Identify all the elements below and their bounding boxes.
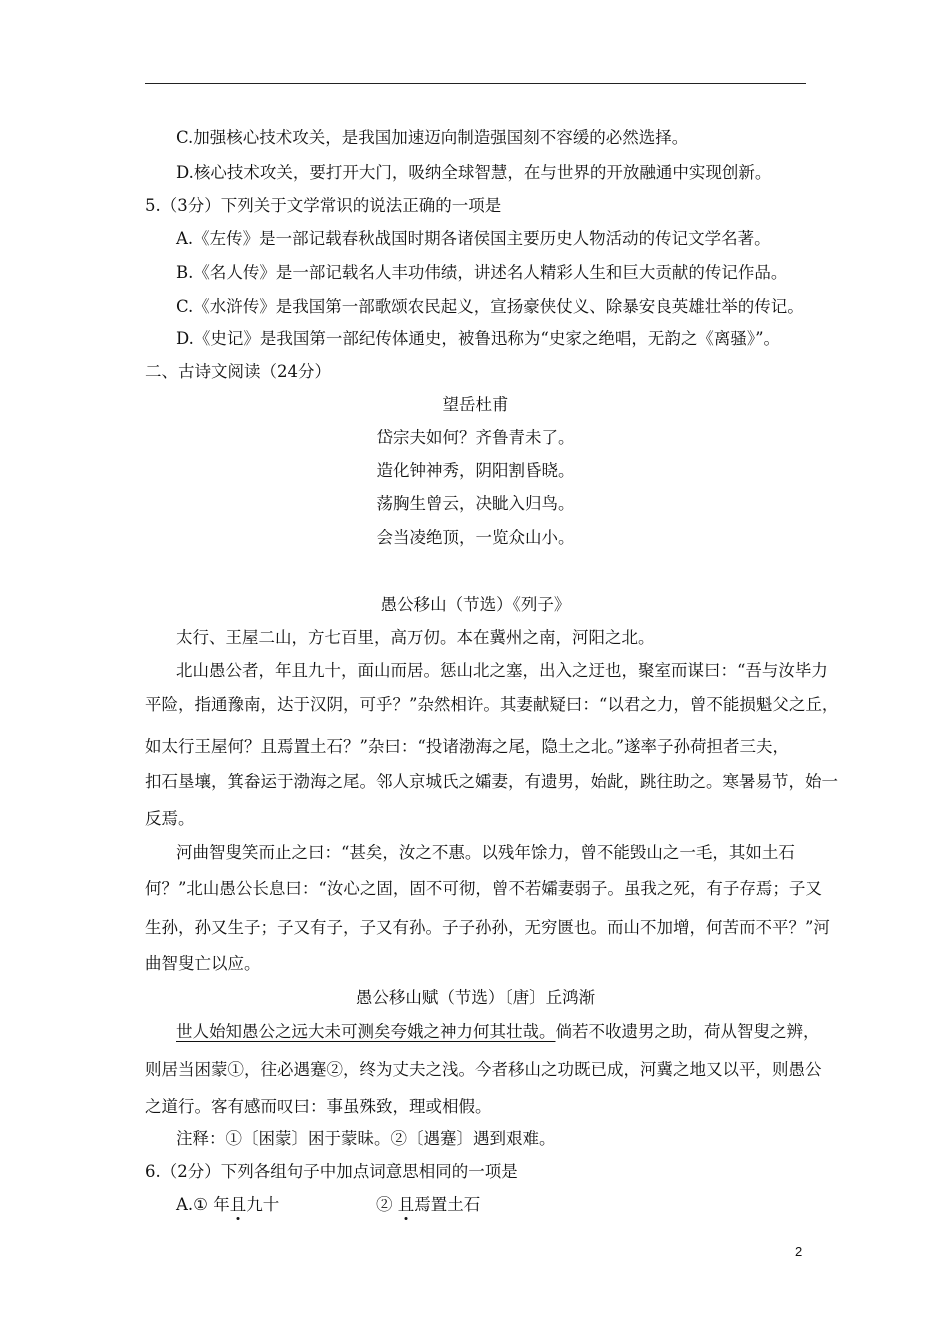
q4-option-d: D.核心技术攻关，要打开大门，吸纳全球智慧，在与世界的开放融通中实现创新。: [176, 163, 772, 182]
fu-line: 则居当困蒙①，往必遇蹇②，终为丈夫之浅。今者移山之功既已成，河冀之地又以平，则愚公: [145, 1060, 822, 1079]
q5-option-c: C.《水浒传》是我国第一部歌颂农民起义，宣扬豪侠仗义、除暴安良英雄壮举的传记。: [176, 297, 804, 316]
yugong-line: 反焉。: [145, 809, 195, 828]
q6-stem: 6.（2分）下列各组句子中加点词意思相同的一项是: [145, 1162, 518, 1181]
q4-option-c: C.加强核心技术攻关，是我国加速迈向制造强国刻不容缓的必然选择。: [176, 128, 689, 147]
fu-line-1: [176, 1022, 820, 1042]
fu-note: 注释：①〔困蒙〕困于蒙昧。②〔遇蹇〕遇到艰难。: [176, 1129, 556, 1148]
yugong-line: 太行、王屋二山，方七百里，高万仞。本在冀州之南，河阳之北。: [176, 628, 655, 647]
dotted-word: 且: [229, 1195, 247, 1214]
yugong-line: 北山愚公者，年且九十，面山而居。惩山北之塞，出入之迂也，聚室而谋曰：“吾与汝毕力: [176, 661, 828, 680]
yugong-line: 生孙，孙又生子；子又有子，子又有孙。子子孙孙，无穷匮也。而山不加增，何苦而不平？”河: [145, 918, 830, 937]
circled-number: ②: [376, 1195, 393, 1214]
q6-option-label: A.: [176, 1195, 194, 1214]
fu-underlined-sentence: 世人始知愚公之远大未可测矣夸娥之神力何其壮哉。: [176, 1022, 556, 1041]
yugong-line: 何？”北山愚公长息曰：“汝心之固，固不可彻，曾不若孀妻弱子。虽我之死，有子存焉；子又: [145, 879, 822, 898]
q6-option-a-part-2: [376, 1195, 480, 1215]
q5-option-b: B.《名人传》是一部记载名人丰功伟绩，讲述名人精彩人生和巨大贡献的传记作品。: [176, 263, 788, 282]
q5-stem: 5.（3分）下列关于文学常识的说法正确的一项是: [145, 196, 502, 215]
yugong-title: 愚公移山（节选）《列子》: [380, 595, 571, 614]
q6-text: 九十: [246, 1195, 280, 1214]
poem-line: 荡胸生曾云，决眦入归鸟。: [376, 494, 575, 513]
q6-option-a-part-1: [176, 1195, 279, 1215]
poem-line: 岱宗夫如何？齐鲁青未了。: [376, 428, 575, 447]
q6-text: 年: [213, 1195, 230, 1214]
fu-line-1-rest: 倘若不收遗男之助，荷从智叟之辨，: [555, 1022, 820, 1041]
yugong-line: 河曲智叟笑而止之曰：“甚矣，汝之不惠。以残年馀力，曾不能毁山之一毛，其如土石: [176, 843, 795, 862]
header-rule: [145, 83, 806, 84]
yugong-line: 平险，指通豫南，达于汉阴，可乎？”杂然相许。其妻献疑曰：“以君之力，曾不能损魁父之丘，: [145, 695, 839, 714]
fu-title: 愚公移山赋（节选）〔唐〕丘鸿渐: [355, 988, 596, 1007]
section-2-title: 二、古诗文阅读（24分）: [145, 362, 331, 381]
poem-line: 造化钟神秀，阴阳割昏晓。: [376, 461, 575, 480]
circled-number: ①: [193, 1195, 208, 1214]
fu-line: 之道行。客有感而叹曰：事虽殊致，理或相假。: [145, 1097, 492, 1116]
q6-text: 焉置土石: [414, 1195, 481, 1214]
poem-title: 望岳杜甫: [442, 395, 509, 414]
q5-option-a: A.《左传》是一部记载春秋战国时期各诸侯国主要历史人物活动的传记文学名著。: [176, 229, 771, 248]
yugong-line: 扣石垦壤，箕畚运于渤海之尾。邻人京城氏之孀妻，有遗男，始龀，跳往助之。寒暑易节，始一: [145, 772, 838, 791]
yugong-line: 如太行王屋何？且焉置土石？”杂曰：“投诸渤海之尾，隐土之北。”遂率子孙荷担者三夫，: [145, 737, 790, 756]
page-number: 2: [795, 1244, 803, 1259]
dotted-word: 且: [397, 1195, 415, 1214]
poem-line: 会当凌绝顶，一览众山小。: [376, 528, 575, 547]
yugong-line: 曲智叟亡以应。: [145, 954, 261, 973]
q5-option-d: D.《史记》是我国第一部纪传体通史，被鲁迅称为“史家之绝唱，无韵之《离骚》”。: [176, 329, 781, 348]
